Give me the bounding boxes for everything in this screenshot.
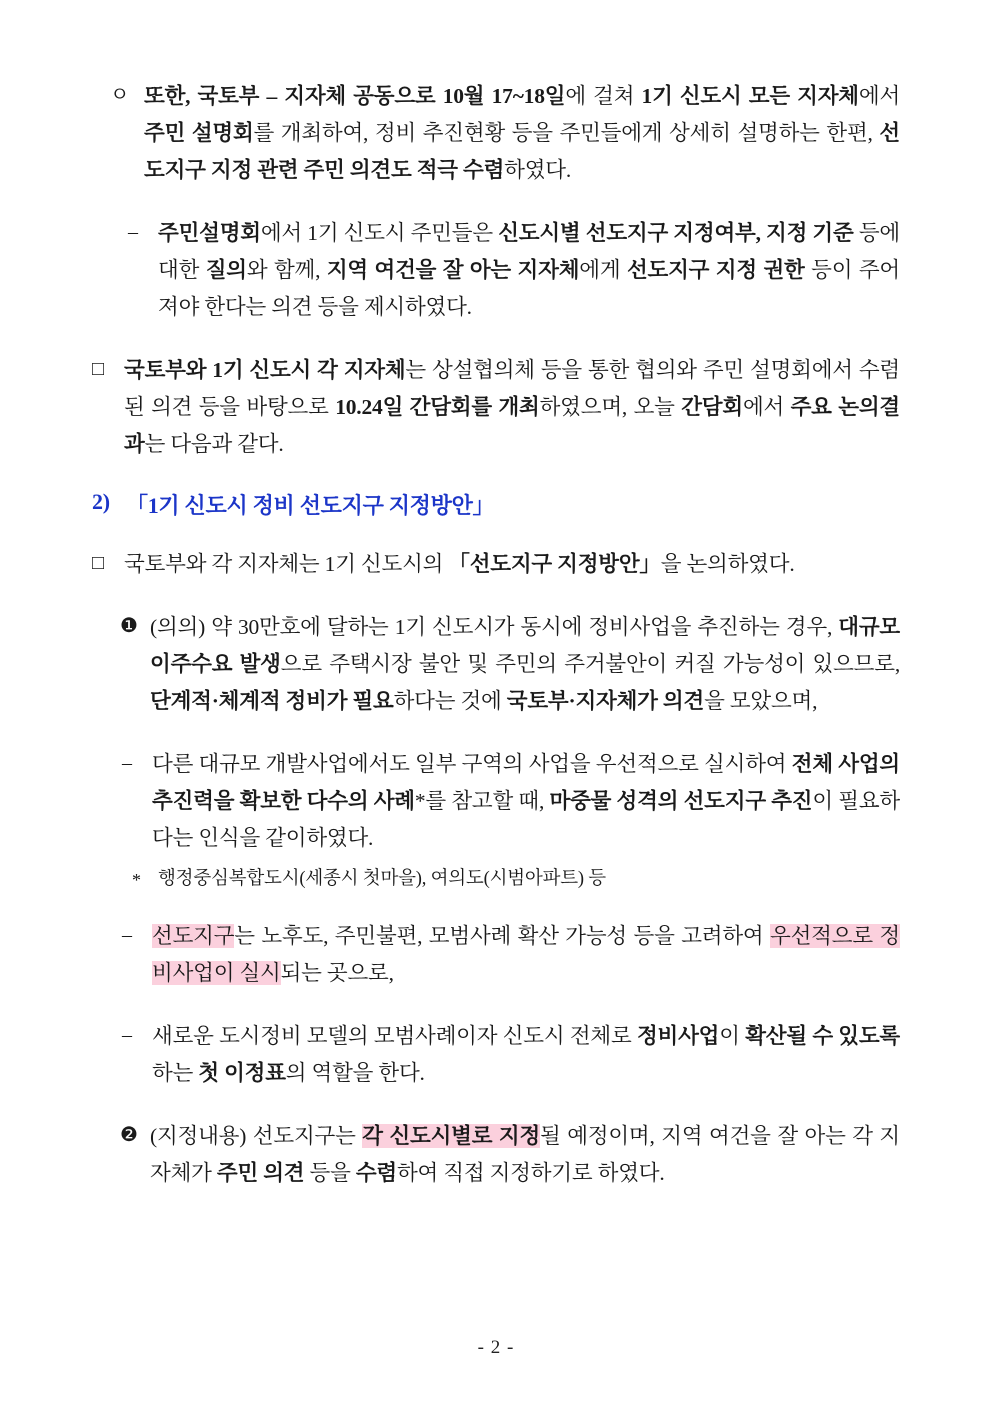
text-run: 에게 bbox=[579, 257, 627, 282]
text-run: 하다는 것에 bbox=[393, 688, 507, 713]
text-run: 선도지구 지정 관련 주민 의견도 적극 수렴 bbox=[144, 120, 900, 182]
text-run: 는 다음과 같다. bbox=[144, 431, 284, 456]
text-run: 될 예정이며, 지역 여건을 잘 아는 각 지자체가 bbox=[150, 1123, 901, 1185]
text-run: 를 개최하여, 정비 추진현황 등을 주민들에게 상세히 설명하는 한편, bbox=[253, 120, 880, 145]
text-run: 국토부와 각 지자체는 1기 신도시의 bbox=[124, 551, 449, 576]
text-run: 주민 설명회 bbox=[144, 120, 254, 145]
page-number: - 2 - bbox=[477, 1337, 515, 1358]
text-run: – bbox=[266, 84, 285, 108]
paragraph-designation-content bbox=[120, 1118, 900, 1192]
text-run: 되는 곳으로, bbox=[280, 961, 394, 986]
text-run: 또한, 국토부 bbox=[144, 84, 267, 108]
text-run: 국토부·지자체가 의견 bbox=[506, 688, 705, 713]
text-run: 을 논의하였다. bbox=[660, 551, 795, 576]
text-run: 에서 bbox=[858, 84, 901, 108]
text-run: 주민 의견 bbox=[216, 1160, 305, 1185]
text-run: 을 모았으며, bbox=[704, 688, 818, 713]
paragraph-text bbox=[144, 78, 900, 189]
text-run: 등을 bbox=[304, 1160, 356, 1185]
text-run: 주민설명회 bbox=[158, 220, 261, 245]
section-title bbox=[92, 489, 900, 520]
footnote-examples bbox=[132, 865, 900, 895]
text-run: 으로 주택시장 불안 및 주민의 주거불안이 커질 가능성이 있으므로, bbox=[280, 651, 900, 676]
text-run: 하였으며, 오늘 bbox=[539, 394, 682, 419]
text-run: 수렴 bbox=[355, 1160, 397, 1185]
text-run: 이 bbox=[719, 1024, 746, 1049]
text-run: 에서 bbox=[742, 394, 791, 419]
paragraph-new-model-milestone bbox=[122, 1018, 900, 1092]
text-run: 에 걸쳐 bbox=[565, 84, 642, 108]
dash-marker: – bbox=[122, 1024, 132, 1047]
paragraph-text bbox=[152, 1018, 900, 1092]
text-run: 하는 bbox=[152, 1061, 199, 1085]
section-number: 2) bbox=[92, 488, 110, 514]
text-run: 는 상설협의체 등을 통한 협의와 주민 설명회에서 수렴된 의견 등을 바탕으로 bbox=[124, 357, 900, 419]
text-run: 지역 여건을 잘 아는 지자체 bbox=[326, 257, 580, 282]
paragraph-also-joint-briefing bbox=[110, 78, 900, 189]
paragraph-significance bbox=[120, 609, 900, 720]
text-run: 하였다. bbox=[504, 157, 572, 182]
text-run: 정비사업 bbox=[636, 1024, 720, 1049]
text-run: 주요 논의결과 bbox=[124, 394, 900, 456]
number-marker-2: ❷ bbox=[120, 1123, 138, 1146]
text-run: 대규모 이주수요 발생 bbox=[150, 614, 900, 676]
text-run: 각 신도시별로 지정 bbox=[362, 1123, 541, 1148]
paragraph-text bbox=[150, 1118, 900, 1192]
text-run: 국토부와 1기 신도시 각 지자체 bbox=[124, 357, 406, 382]
text-run: 등이 주어져야 한다는 의견 등을 제시하였다. bbox=[158, 257, 900, 319]
text-run: (의의) 약 30만호에 달하는 1기 신도시가 동시에 정비사업을 추진하는 경우, bbox=[150, 614, 839, 639]
text-run: 선도지구 지정 권한 bbox=[626, 257, 805, 282]
text-run: 신도시별 선도지구 지정여부, 지정 기준 bbox=[498, 220, 854, 245]
text-run: 첫 이정표 bbox=[198, 1061, 286, 1085]
text-run: 우선적으로 정비사업이 실시 bbox=[152, 924, 901, 986]
text-run: 다른 대규모 개발사업에서도 일부 구역의 사업을 우선적으로 실시하여 bbox=[152, 751, 792, 776]
square-marker: □ bbox=[92, 357, 104, 380]
paragraph-leading-district-definition bbox=[122, 918, 900, 992]
text-run: 하여 직접 지정하기로 하였다. bbox=[396, 1160, 665, 1185]
dash-marker: – bbox=[128, 220, 138, 243]
text-run: 의 역할을 한다. bbox=[285, 1061, 425, 1085]
paragraph-text bbox=[158, 215, 900, 326]
text-run: 단계적·체계적 정비가 필요 bbox=[150, 688, 394, 713]
square-marker: □ bbox=[92, 551, 104, 574]
text-run: 새로운 도시정비 모델의 모범사례이자 신도시 전체로 bbox=[152, 1024, 637, 1049]
section-title-text: 「1기 신도시 정비 선도지구 지정방안」 bbox=[126, 492, 495, 518]
text-run: 는 노후도, 주민불편, 모범사례 확산 가능성 등을 고려하여 bbox=[234, 924, 771, 949]
text-run: 「선도지구 지정방안」 bbox=[448, 551, 661, 576]
number-marker-1: ❶ bbox=[120, 614, 138, 637]
asterisk-marker: * bbox=[132, 869, 141, 890]
text-run: 이 필요하다는 인식을 같이하였다. bbox=[152, 788, 900, 850]
paragraph-resident-briefing-opinions bbox=[128, 215, 900, 326]
text-run: 에서 1기 신도시 주민들은 bbox=[260, 220, 499, 245]
text-run: 질의 bbox=[205, 257, 247, 282]
paragraph-text bbox=[150, 609, 900, 720]
paragraph-text bbox=[152, 918, 900, 992]
text-run: 선도지구 bbox=[152, 924, 235, 949]
dash-marker: – bbox=[122, 924, 132, 947]
paragraph-text bbox=[124, 352, 900, 463]
text-run: (지정내용) 선도지구는 bbox=[150, 1123, 363, 1148]
footnote-text bbox=[158, 865, 900, 895]
bullet-circle-marker: ㅇ bbox=[110, 84, 130, 106]
text-run: 확산될 수 있도록 bbox=[745, 1024, 900, 1049]
paragraph-discussed-plan bbox=[92, 546, 900, 583]
text-run: 등에 대한 bbox=[158, 220, 900, 282]
text-run: 1기 신도시 모든 지자체 bbox=[641, 84, 859, 108]
paragraph-meeting-held bbox=[92, 352, 900, 463]
paragraph-other-projects-example bbox=[122, 746, 900, 857]
text-run: *를 참고할 때, bbox=[414, 788, 550, 813]
text-run: 와 함께, bbox=[246, 257, 327, 282]
text-run: 지자체 공동으로 10월 17~18일 bbox=[284, 84, 566, 108]
paragraph-text bbox=[124, 546, 900, 583]
dash-marker: – bbox=[122, 751, 132, 774]
paragraph-text bbox=[152, 746, 900, 857]
text-run: 행정중심복합도시(세종시 첫마을), 여의도(시범아파트) 등 bbox=[158, 868, 606, 889]
text-run: 전체 사업의 추진력을 확보한 다수의 사례 bbox=[152, 751, 900, 813]
text-run: 간담회 bbox=[681, 394, 743, 419]
text-run: 마중물 성격의 선도지구 추진 bbox=[549, 788, 813, 813]
text-run: 10.24일 간담회를 개최 bbox=[335, 394, 540, 419]
